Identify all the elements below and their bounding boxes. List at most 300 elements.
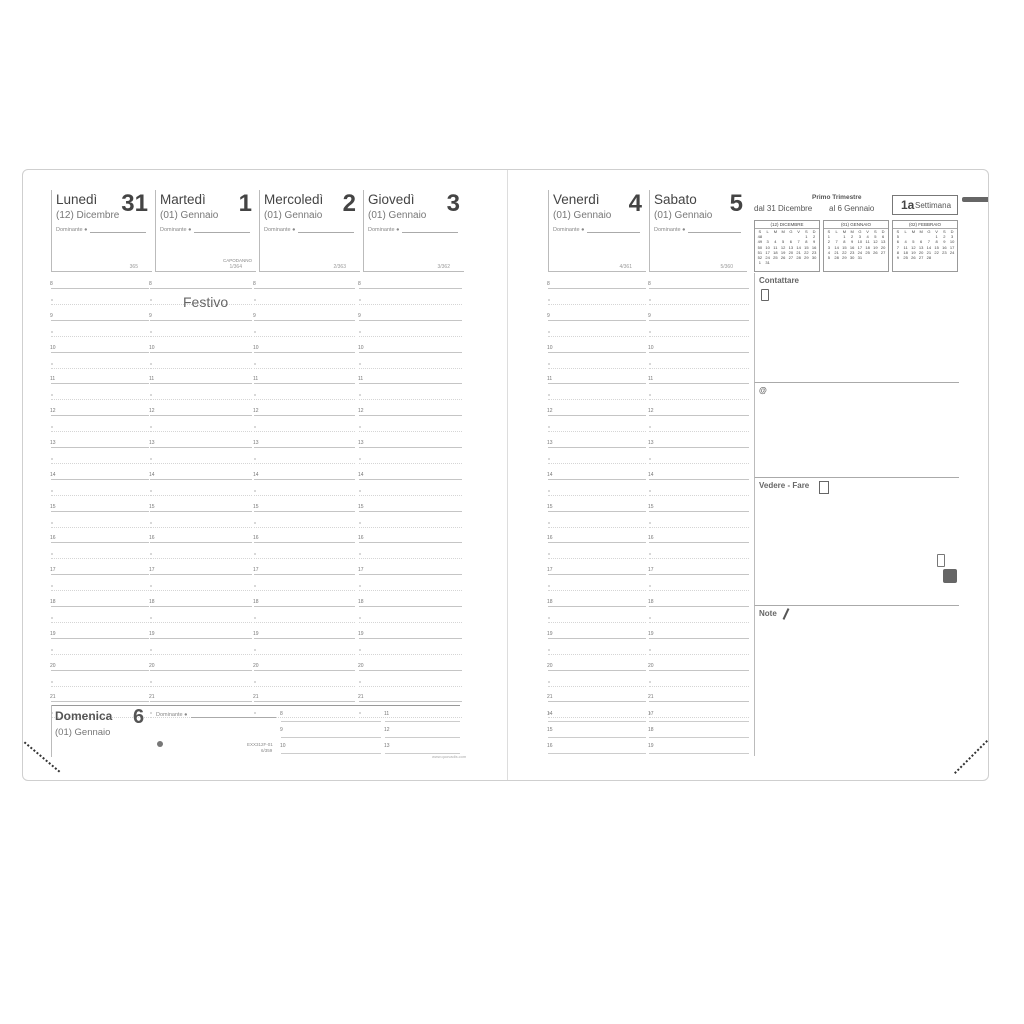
corner-right <box>954 740 988 774</box>
hour-row[interactable] <box>548 737 646 754</box>
mini-calendar-cell: 9 <box>896 255 899 261</box>
day-month: (01) Gennaio <box>654 210 713 221</box>
email-section <box>754 383 959 478</box>
hour-label: 20 <box>149 662 155 669</box>
mini-calendar-cell: S <box>874 229 877 234</box>
hour-row[interactable] <box>649 628 749 660</box>
hour-row[interactable] <box>548 437 646 469</box>
mini-calendar-cell: 28 <box>796 255 801 261</box>
mini-calendar-cell: M <box>911 229 916 234</box>
hour-label: 19 <box>50 630 56 637</box>
mini-calendar-cell: 23 <box>942 249 947 255</box>
contattare-title: Contattare <box>759 276 800 285</box>
hour-row[interactable] <box>385 705 460 722</box>
hour-label: 17 <box>149 567 155 574</box>
contattare-section <box>754 273 959 383</box>
mini-calendar-cell: 25 <box>903 255 908 261</box>
pen-icon <box>783 608 790 620</box>
hour-row[interactable] <box>51 532 149 564</box>
hour-label: 13 <box>384 743 390 749</box>
hour-label: 9 <box>50 312 53 319</box>
sunday-sub: (01) Gennaio <box>55 727 111 738</box>
day-number: 2 <box>342 190 356 217</box>
day-name: Lunedì <box>56 192 98 207</box>
mini-calendar-cell: 5 <box>896 234 899 240</box>
mini-calendar-cell: M <box>781 229 785 234</box>
hour-row[interactable] <box>548 660 646 692</box>
mini-calendar-cell: D <box>812 229 816 234</box>
mini-calendar-cell: 6 <box>789 239 792 245</box>
hour-row[interactable] <box>254 501 355 533</box>
mini-calendar-cell: 27 <box>788 255 794 261</box>
day-month: (01) Gennaio <box>553 210 612 221</box>
mini-calendar-cell: 11 <box>903 244 908 250</box>
hour-label: 11 <box>253 376 259 383</box>
mini-calendar-cell: 12 <box>873 239 878 245</box>
hour-label: 16 <box>547 743 553 749</box>
hour-row[interactable] <box>359 501 462 533</box>
sunday-code: 6/359 <box>261 748 273 753</box>
hour-label: 17 <box>648 567 654 574</box>
mini-calendar-cell: 20 <box>880 244 886 250</box>
hour-label: 13 <box>149 440 155 446</box>
mini-calendar-cell: 1 <box>758 260 761 266</box>
day-month: (01) Gennaio <box>368 210 427 221</box>
week-box <box>892 195 958 215</box>
mini-calendar-cell: 16 <box>849 244 855 250</box>
mini-calendar-cell: 13 <box>918 244 924 250</box>
mini-calendar-cell: 15 <box>842 244 847 250</box>
dominante-label: Dominante ● <box>368 227 400 233</box>
hour-row[interactable] <box>150 532 252 564</box>
hour-row[interactable] <box>649 437 749 469</box>
hour-label: 15 <box>648 503 654 510</box>
sunday-num: 6 <box>133 706 145 728</box>
hour-row[interactable] <box>548 278 646 310</box>
hour-row[interactable] <box>150 501 252 533</box>
hour-row[interactable] <box>281 721 381 738</box>
hour-row[interactable] <box>150 628 252 660</box>
spine <box>507 170 508 780</box>
mini-calendar-cell <box>803 260 811 265</box>
hour-row[interactable] <box>254 278 355 310</box>
hour-row[interactable] <box>359 596 462 628</box>
mini-calendar-cell: 4 <box>827 249 830 255</box>
mini-calendar-cell: 11 <box>773 244 778 250</box>
mini-calendar-cell: 28 <box>834 255 839 261</box>
hour-row[interactable] <box>649 342 749 374</box>
hour-row[interactable] <box>548 564 646 596</box>
hour-row[interactable] <box>649 405 749 437</box>
mini-calendar-cell: L <box>766 229 769 234</box>
hour-label: 15 <box>547 503 553 510</box>
mini-calendar-cell: 9 <box>851 239 854 245</box>
mini-calendar-cell: 7 <box>896 244 899 250</box>
mini-calendar-cell: 29 <box>804 255 809 261</box>
hour-row[interactable] <box>281 737 381 754</box>
mini-calendar-cell: 8 <box>843 239 846 245</box>
hour-row[interactable] <box>51 469 149 501</box>
mini-calendar-cell: 7 <box>797 239 800 245</box>
hour-label: 17 <box>648 711 654 717</box>
hour-row[interactable] <box>359 278 462 310</box>
hour-label: 9 <box>358 312 361 319</box>
hour-row[interactable] <box>359 310 462 342</box>
mini-calendar-cell: 11 <box>865 239 870 245</box>
notepad-icon <box>819 481 829 494</box>
hour-label: 10 <box>648 344 654 351</box>
mini-calendar-cell: 19 <box>911 249 916 255</box>
mini-calendar-cell: 9 <box>943 239 946 245</box>
hour-row[interactable] <box>51 564 149 596</box>
hour-label: 20 <box>253 662 259 669</box>
mini-calendar-cell: 24 <box>765 255 770 261</box>
mini-calendar-cell: V <box>797 229 800 234</box>
hour-row[interactable] <box>150 469 252 501</box>
mini-calendar-cell: 4 <box>774 239 777 245</box>
mini-calendar-cell: 6 <box>896 239 899 245</box>
hour-label: 19 <box>547 630 553 637</box>
dominante-label: Dominante ● <box>160 227 192 233</box>
hour-label: 12 <box>50 408 56 415</box>
mini-calendar-title: (01) GENNAIO <box>824 221 888 229</box>
mini-calendar-cell <box>864 255 872 260</box>
hour-row[interactable] <box>548 705 646 722</box>
mini-calendar-cell: 27 <box>918 255 924 261</box>
hour-row[interactable] <box>359 469 462 501</box>
hour-label: 10 <box>253 344 259 351</box>
mini-calendar <box>823 220 889 272</box>
hour-label: 21 <box>648 694 654 701</box>
day-number: 1 <box>238 190 252 217</box>
hour-label: 21 <box>253 694 259 701</box>
hour-row[interactable] <box>281 705 381 722</box>
hour-label: 18 <box>358 599 364 605</box>
hour-row[interactable] <box>649 501 749 533</box>
hour-row[interactable] <box>548 532 646 564</box>
hour-row[interactable] <box>254 405 355 437</box>
hour-row[interactable] <box>548 596 646 628</box>
mini-calendar-cell: 30 <box>811 255 817 261</box>
day-name: Sabato <box>654 192 697 207</box>
hour-label: 10 <box>547 344 553 351</box>
hour-row[interactable] <box>150 596 252 628</box>
holiday-note: CAPODANNO <box>222 258 252 263</box>
sunday-dominante: Dominante ● <box>156 712 188 718</box>
hour-row[interactable] <box>548 310 646 342</box>
hour-row[interactable] <box>649 660 749 692</box>
mini-calendar-cell: 28 <box>926 255 932 261</box>
day-counter: 3/362 <box>437 264 450 270</box>
mini-calendar-cell: V <box>866 229 869 234</box>
dominante-label: Dominante ● <box>553 227 585 233</box>
hour-label: 17 <box>253 567 259 574</box>
hour-row[interactable] <box>385 721 460 738</box>
hour-label: 11 <box>384 711 390 717</box>
hour-label: 16 <box>149 535 155 542</box>
mini-calendar-cell: 31 <box>857 255 863 261</box>
mini-calendar-cell: 1 <box>935 234 938 240</box>
mini-calendar-cell: 7 <box>835 239 838 245</box>
hour-row[interactable] <box>254 660 355 692</box>
hour-row[interactable] <box>548 628 646 660</box>
mini-calendar-cell: 14 <box>796 244 801 250</box>
mini-calendar-cell <box>948 255 956 260</box>
day-month: (12) Dicembre <box>56 210 120 221</box>
hour-label: 18 <box>648 599 654 605</box>
mini-calendar-cell: 16 <box>811 244 817 250</box>
hour-label: 13 <box>358 440 364 446</box>
hour-label: 20 <box>358 662 364 669</box>
vedere-title: Vedere - Fare <box>759 481 810 490</box>
hour-row[interactable] <box>359 660 462 692</box>
hour-label: 12 <box>149 408 155 415</box>
hour-label: 14 <box>648 471 654 478</box>
mini-calendar-cell: 22 <box>804 249 809 255</box>
hour-label: 15 <box>149 503 155 510</box>
hour-label: 8 <box>50 281 53 287</box>
hour-row[interactable] <box>51 660 149 692</box>
mini-calendar-cell: 25 <box>865 249 870 255</box>
hour-label: 16 <box>547 535 553 542</box>
hour-label: 17 <box>50 567 56 574</box>
mini-calendar-cell <box>872 255 880 260</box>
mini-calendar <box>892 220 958 272</box>
hour-label: 16 <box>253 535 259 542</box>
hour-row[interactable] <box>51 342 149 374</box>
hour-label: 20 <box>50 662 56 669</box>
hour-label: 12 <box>384 727 390 733</box>
dominante-label: Dominante ● <box>264 227 296 233</box>
mini-calendar-cell: L <box>904 229 907 234</box>
hour-row[interactable] <box>254 532 355 564</box>
mini-calendar-cell: 22 <box>842 249 847 255</box>
hour-row[interactable] <box>548 342 646 374</box>
mini-calendar-cell: 2 <box>827 239 830 245</box>
hour-row[interactable] <box>649 310 749 342</box>
hour-row[interactable] <box>150 564 252 596</box>
hour-row[interactable] <box>150 405 252 437</box>
hour-row[interactable] <box>254 469 355 501</box>
hour-row[interactable] <box>649 705 749 722</box>
hour-row[interactable] <box>649 596 749 628</box>
hour-row[interactable] <box>254 342 355 374</box>
sunday-name: Domenica <box>55 709 113 723</box>
hour-label: 11 <box>547 376 553 383</box>
mini-calendar-cell: 8 <box>805 239 808 245</box>
hour-label: 20 <box>547 662 553 669</box>
mini-calendar-cell: 3 <box>951 234 954 240</box>
week-label: Settimana <box>915 201 952 210</box>
hour-label: 8 <box>253 281 256 287</box>
mini-calendar-cell: 19 <box>780 249 786 255</box>
mini-calendar-cell: 23 <box>849 249 855 255</box>
mini-calendar-cell <box>810 260 818 265</box>
hour-row[interactable] <box>548 721 646 738</box>
mini-calendar-cell: 29 <box>842 255 847 261</box>
hour-row[interactable] <box>548 373 646 405</box>
hour-row[interactable] <box>150 660 252 692</box>
hour-row[interactable] <box>51 596 149 628</box>
hour-row[interactable] <box>548 405 646 437</box>
mini-calendar-cell: 2 <box>851 234 854 240</box>
sunday-dot <box>157 741 163 747</box>
hour-row[interactable] <box>649 737 749 754</box>
hour-label: 13 <box>50 440 56 446</box>
hour-label: 11 <box>648 376 654 383</box>
mini-calendar-cell: 3 <box>827 244 830 250</box>
mini-calendar-cell: L <box>835 229 838 234</box>
day-name: Giovedì <box>368 192 415 207</box>
mini-calendar-cell: 15 <box>804 244 809 250</box>
hour-row[interactable] <box>51 437 149 469</box>
mini-calendar-cell: 1 <box>805 234 808 240</box>
hour-row[interactable] <box>548 469 646 501</box>
mini-calendar-cell: 13 <box>788 244 794 250</box>
mini-calendar-cell: M <box>773 229 778 234</box>
day-name: Mercoledì <box>264 192 324 207</box>
hour-label: 18 <box>253 599 259 605</box>
hour-label: 11 <box>50 376 56 383</box>
hour-label: 21 <box>50 694 56 701</box>
week-tab <box>962 197 988 202</box>
hour-label: 9 <box>253 312 256 319</box>
mini-calendar-cell: 16 <box>942 244 947 250</box>
hour-label: 19 <box>648 743 654 749</box>
hour-label: 14 <box>50 471 56 478</box>
mini-calendar-cell: 9 <box>813 239 816 245</box>
hour-label: 14 <box>253 471 259 478</box>
hour-label: 16 <box>358 535 364 542</box>
mini-calendar-cell: 51 <box>757 249 763 255</box>
planner-spread <box>22 169 989 781</box>
mini-calendar-cell <box>772 260 780 265</box>
mini-calendar-cell: 4 <box>866 234 869 240</box>
hour-row[interactable] <box>649 469 749 501</box>
hour-row[interactable] <box>254 310 355 342</box>
hour-label: 8 <box>280 711 283 717</box>
mini-calendar-cell: 22 <box>934 249 939 255</box>
left-day-header <box>363 190 464 272</box>
mini-calendar-cell: 24 <box>857 249 863 255</box>
mini-calendar-cell: S <box>896 229 900 234</box>
hour-row[interactable] <box>51 405 149 437</box>
trimester-from: dal 31 Dicembre <box>754 204 813 213</box>
hour-row[interactable] <box>359 564 462 596</box>
mini-calendar-cell: 27 <box>880 249 886 255</box>
mini-calendar-cell: M <box>842 229 847 234</box>
mini-calendar-cell: 26 <box>780 255 786 261</box>
hour-row[interactable] <box>385 737 460 754</box>
hour-label: 19 <box>358 630 364 637</box>
hour-row[interactable] <box>51 310 149 342</box>
hour-row[interactable] <box>254 628 355 660</box>
mini-calendar-cell: 21 <box>796 249 801 255</box>
mini-calendar-cell: M <box>850 229 854 234</box>
hour-row[interactable] <box>649 278 749 310</box>
mini-calendar-cell: G <box>927 229 931 234</box>
day-counter: 2/363 <box>333 264 346 270</box>
mini-calendar-cell: 5 <box>827 255 830 261</box>
hour-row[interactable] <box>359 405 462 437</box>
hour-label: 19 <box>149 630 155 637</box>
day-name: Venerdì <box>553 192 600 207</box>
hour-row[interactable] <box>254 437 355 469</box>
hour-row[interactable] <box>359 437 462 469</box>
hour-label: 12 <box>358 408 364 415</box>
hour-row[interactable] <box>649 564 749 596</box>
mini-calendar-cell <box>795 260 803 265</box>
app-badge-icon <box>943 569 957 583</box>
mini-calendar-cell: 17 <box>949 244 955 250</box>
hour-row[interactable] <box>359 532 462 564</box>
hour-label: 21 <box>547 694 553 701</box>
mini-calendar-title: (12) DICEMBRE <box>755 221 819 229</box>
hour-row[interactable] <box>150 437 252 469</box>
mini-calendar-cell: G <box>789 229 793 234</box>
mini-calendar-cell: 18 <box>773 249 778 255</box>
mini-calendar-cell: 30 <box>849 255 855 261</box>
mini-calendar-cell: 18 <box>903 249 908 255</box>
hour-row[interactable] <box>649 721 749 738</box>
hour-label: 18 <box>149 599 155 605</box>
hour-row[interactable] <box>254 373 355 405</box>
hour-label: 12 <box>547 408 553 415</box>
day-number: 5 <box>729 190 743 217</box>
hour-row[interactable] <box>254 596 355 628</box>
day-counter: 1/364 <box>229 264 242 270</box>
sunday-ref: EXX312F-01 <box>247 742 273 747</box>
hour-row[interactable] <box>150 310 252 342</box>
hour-row[interactable] <box>359 628 462 660</box>
day-counter: 5/360 <box>720 264 733 270</box>
mini-calendar-cell: 10 <box>857 239 863 245</box>
mini-calendar-cell: D <box>881 229 885 234</box>
hour-row[interactable] <box>51 278 149 310</box>
hour-row[interactable] <box>254 564 355 596</box>
hour-label: 8 <box>358 281 361 287</box>
hour-row[interactable] <box>51 373 149 405</box>
mini-calendar-cell: 15 <box>934 244 939 250</box>
hour-label: 15 <box>50 503 56 510</box>
mini-calendar-cell <box>779 260 787 265</box>
hour-row[interactable] <box>359 342 462 374</box>
hour-row[interactable] <box>649 373 749 405</box>
hour-label: 20 <box>648 662 654 669</box>
hour-row[interactable] <box>51 501 149 533</box>
hour-label: 16 <box>50 535 56 542</box>
mini-calendar-cell: 1 <box>827 234 830 240</box>
hour-row[interactable] <box>548 501 646 533</box>
hour-row[interactable] <box>359 373 462 405</box>
hour-row[interactable] <box>51 628 149 660</box>
mini-calendar-cell: 20 <box>918 249 924 255</box>
day-month: (01) Gennaio <box>264 210 323 221</box>
hour-row[interactable] <box>150 373 252 405</box>
mini-calendar-cell: 5 <box>782 239 785 245</box>
hour-label: 12 <box>253 408 259 415</box>
hour-row[interactable] <box>150 342 252 374</box>
hour-row[interactable] <box>649 532 749 564</box>
hour-label: 21 <box>149 694 155 701</box>
mini-calendar <box>754 220 820 272</box>
mini-calendar-cell: 17 <box>765 249 770 255</box>
mini-calendar-cell: 6 <box>920 239 923 245</box>
hour-label: 13 <box>547 440 553 446</box>
mini-calendar-cell: 21 <box>834 249 839 255</box>
hour-label: 8 <box>149 281 152 287</box>
hour-label: 19 <box>253 630 259 637</box>
